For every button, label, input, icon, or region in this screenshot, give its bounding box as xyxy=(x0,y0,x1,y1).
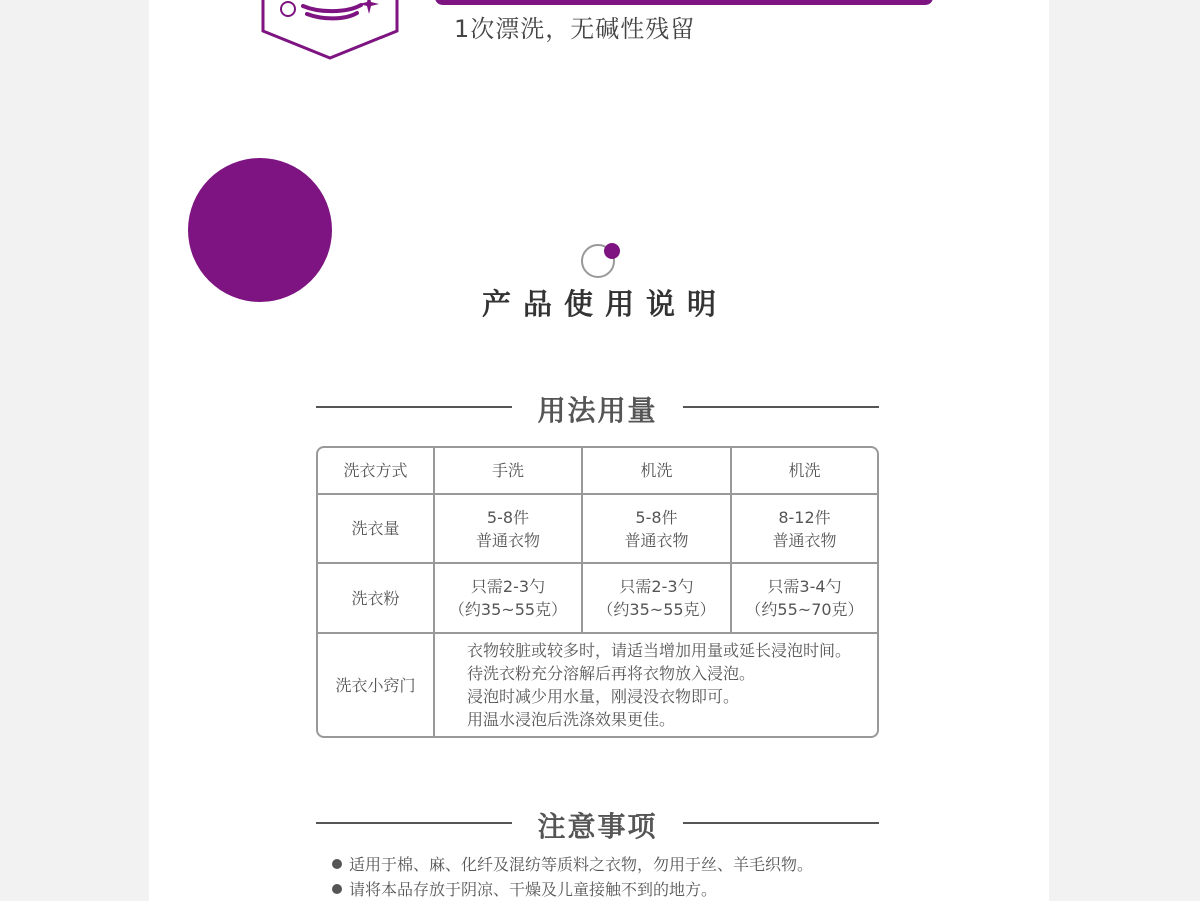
cell-line: 普通衣物 xyxy=(772,530,837,550)
section-dot-icon xyxy=(579,240,625,282)
bullet-dot xyxy=(332,859,342,869)
tip-line: 浸泡时减少用水量，刚浸没衣物即可。 xyxy=(467,687,740,706)
tip-line: 用温水浸泡后洗涤效果更佳。 xyxy=(467,710,676,729)
cell-line: 5-8件 xyxy=(635,507,678,527)
notes-heading xyxy=(316,805,879,841)
cell-line: 5-8件 xyxy=(486,507,530,527)
table-cell xyxy=(582,494,731,563)
section-title: 产品使用说明 xyxy=(481,287,728,321)
cell-line: 普通衣物 xyxy=(475,530,540,550)
table-cell xyxy=(731,494,877,563)
cell-line: 普通衣物 xyxy=(624,530,689,550)
table-row-tips xyxy=(318,633,877,736)
list-item xyxy=(332,852,813,877)
note-text: 适用于棉、麻、化纤及混纺等质料之衣物，勿用于丝、羊毛织物。 xyxy=(349,855,814,874)
heading-rule-right xyxy=(683,822,879,824)
notes-list xyxy=(332,852,813,901)
tip-line: 衣物较脏或较多时，请适当增加用量或延长浸泡时间。 xyxy=(467,641,852,660)
table-cell xyxy=(434,494,582,563)
bullet-dot xyxy=(332,884,342,894)
cell-line: 8-12件 xyxy=(778,507,831,527)
table-row-amount xyxy=(318,494,877,563)
tips-cell xyxy=(434,633,877,736)
header-cell: 机洗 xyxy=(731,448,877,494)
cell-line: 只需2-3勺 xyxy=(470,577,546,596)
row-label: 洗衣量 xyxy=(318,494,434,563)
heading-rule-right xyxy=(683,406,879,408)
cell-line: 只需2-3勺 xyxy=(619,577,694,596)
cell-line: （约35~55克） xyxy=(597,600,716,619)
row-label: 洗衣粉 xyxy=(318,563,434,633)
rinse-hexagon-icon xyxy=(259,0,401,62)
table-row-powder xyxy=(318,563,877,633)
product-page xyxy=(149,0,1049,901)
header-cell: 手洗 xyxy=(434,448,582,494)
cell-line: 只需3-4勺 xyxy=(767,577,842,596)
feature-bar xyxy=(435,0,933,5)
usage-heading xyxy=(316,389,879,425)
note-text: 请将本品存放于阴凉、干燥及儿童接触不到的地方。 xyxy=(349,880,718,899)
header-cell: 机洗 xyxy=(582,448,731,494)
decorative-purple-circle xyxy=(188,158,332,302)
usage-heading-text: 用法用量 xyxy=(537,394,658,427)
usage-table xyxy=(316,446,879,738)
notes-heading-text: 注意事项 xyxy=(537,810,658,843)
header-cell: 洗衣方式 xyxy=(318,448,434,494)
list-item xyxy=(332,877,813,901)
cell-line: （约55~70克） xyxy=(745,600,864,619)
table-cell xyxy=(434,563,582,633)
table-header-row xyxy=(318,448,877,494)
table-cell xyxy=(731,563,877,633)
table-cell xyxy=(582,563,731,633)
tip-line: 待洗衣粉充分溶解后再将衣物放入浸泡。 xyxy=(467,664,756,683)
row-label: 洗衣小窍门 xyxy=(318,633,434,736)
feature-caption: 1次漂洗，无碱性残留 xyxy=(454,15,696,43)
cell-line: （约35~55克） xyxy=(448,600,568,619)
